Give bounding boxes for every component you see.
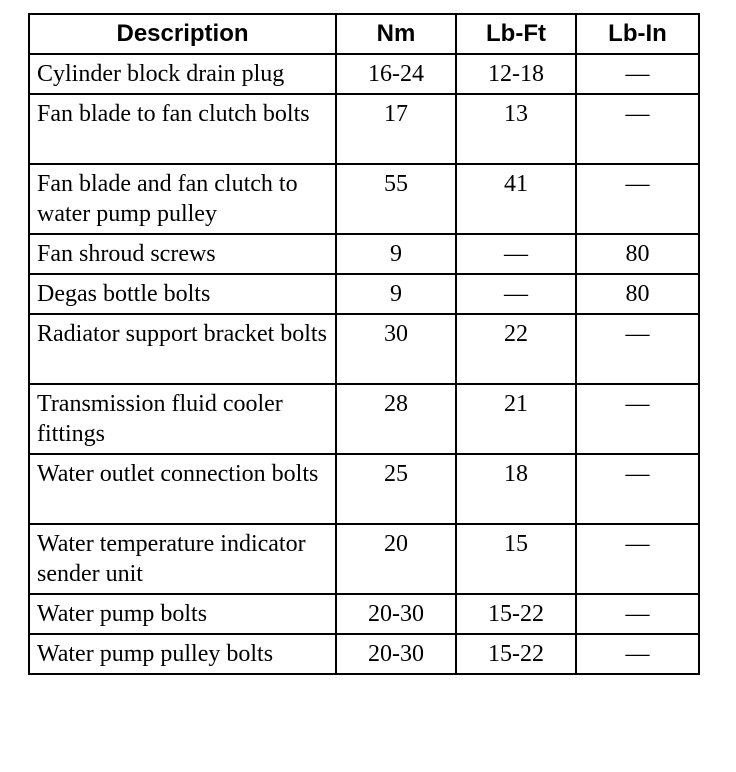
nm-cell: 25 <box>336 454 456 524</box>
description-cell: Fan shroud screws <box>29 234 336 274</box>
lb-in-cell: 80 <box>576 234 699 274</box>
lb-in-cell: — <box>576 54 699 94</box>
table-row <box>29 634 699 674</box>
header-lb-in: Lb-In <box>576 14 699 54</box>
header-description: Description <box>29 14 336 54</box>
table-row <box>29 524 699 594</box>
nm-cell: 20-30 <box>336 594 456 634</box>
description-cell: Degas bottle bolts <box>29 274 336 314</box>
lb-ft-cell: 13 <box>456 94 576 164</box>
lb-in-cell: — <box>576 594 699 634</box>
lb-in-cell: 80 <box>576 274 699 314</box>
description-cell: Fan blade to fan clutch bolts <box>29 94 336 164</box>
lb-ft-cell: — <box>456 234 576 274</box>
nm-cell: 9 <box>336 234 456 274</box>
table-row <box>29 314 699 384</box>
lb-in-cell: — <box>576 314 699 384</box>
torque-spec-table <box>28 13 700 675</box>
nm-cell: 20 <box>336 524 456 594</box>
description-cell: Water pump bolts <box>29 594 336 634</box>
lb-ft-cell: 15 <box>456 524 576 594</box>
lb-ft-cell: 15-22 <box>456 634 576 674</box>
nm-cell: 30 <box>336 314 456 384</box>
description-cell: Cylinder block drain plug <box>29 54 336 94</box>
nm-cell: 28 <box>336 384 456 454</box>
description-cell: Water temperature indicator sender unit <box>29 524 336 594</box>
lb-in-cell: — <box>576 164 699 234</box>
description-cell: Water outlet connection bolts <box>29 454 336 524</box>
nm-cell: 9 <box>336 274 456 314</box>
table-row <box>29 274 699 314</box>
description-cell: Water pump pulley bolts <box>29 634 336 674</box>
table-row <box>29 54 699 94</box>
table-row <box>29 384 699 454</box>
table-row <box>29 454 699 524</box>
nm-cell: 20-30 <box>336 634 456 674</box>
lb-in-cell: — <box>576 634 699 674</box>
description-cell: Fan blade and fan clutch to water pump pulley <box>29 164 336 234</box>
header-lb-ft: Lb-Ft <box>456 14 576 54</box>
table-row <box>29 594 699 634</box>
lb-in-cell: — <box>576 384 699 454</box>
description-cell: Transmission fluid cooler fittings <box>29 384 336 454</box>
lb-ft-cell: 22 <box>456 314 576 384</box>
nm-cell: 17 <box>336 94 456 164</box>
header-row <box>29 14 699 54</box>
nm-cell: 55 <box>336 164 456 234</box>
lb-ft-cell: 41 <box>456 164 576 234</box>
table-row <box>29 164 699 234</box>
lb-in-cell: — <box>576 94 699 164</box>
lb-in-cell: — <box>576 454 699 524</box>
table-row <box>29 94 699 164</box>
lb-in-cell: — <box>576 524 699 594</box>
header-nm: Nm <box>336 14 456 54</box>
lb-ft-cell: 15-22 <box>456 594 576 634</box>
lb-ft-cell: 18 <box>456 454 576 524</box>
description-cell: Radiator support bracket bolts <box>29 314 336 384</box>
nm-cell: 16-24 <box>336 54 456 94</box>
lb-ft-cell: — <box>456 274 576 314</box>
lb-ft-cell: 12-18 <box>456 54 576 94</box>
table-row <box>29 234 699 274</box>
lb-ft-cell: 21 <box>456 384 576 454</box>
